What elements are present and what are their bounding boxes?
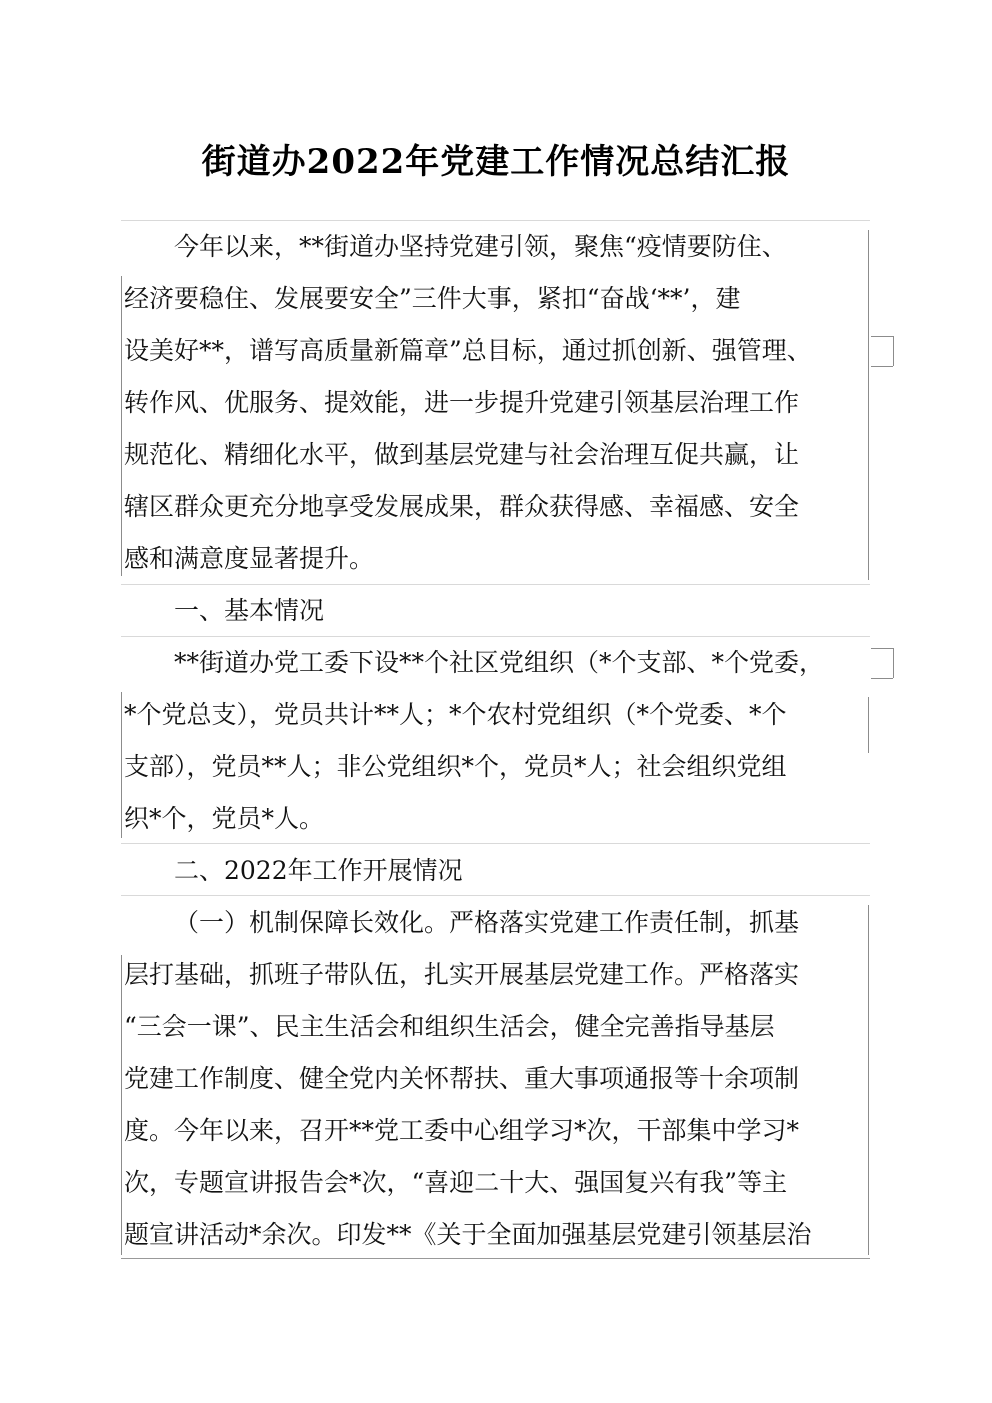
body-text-line: （一）机制保障长效化。严格落实党建工作责任制，抓基 [174,908,800,937]
body-text-line: 层打基础，抓班子带队伍，扎实开展基层党建工作。严格落实 [124,960,800,989]
body-text-line: 党建工作制度、健全党内关怀帮扶、重大事项通报等十余项制 [124,1064,800,1093]
body-text-line: 次，专题宣讲报告会*次，“喜迎二十大、强国复兴有我”等主 [124,1168,788,1197]
divider [121,843,870,844]
body-text-line: 经济要稳住、发展要安全”三件大事，紧扣“奋战‘**’，建 [124,284,741,313]
body-text-line: 辖区群众更充分地享受发展成果，群众获得感、幸福感、安全 [124,492,800,521]
margin-mark [121,955,122,1255]
body-text-line: 设美好**，谱写高质量新篇章”总目标，通过抓创新、强管理、 [124,336,812,365]
body-text-line: 感和满意度显著提升。 [124,544,375,573]
section-heading: 二、2022年工作开展情况 [174,856,463,885]
body-text-line: 支部），党员**人；非公党组织*个，党员*人；社会组织党组 [124,752,787,781]
body-text-line: “三会一课”、民主生活会和组织生活会，健全完善指导基层 [124,1012,775,1041]
margin-mark [868,230,869,580]
overflow-bracket [871,678,893,679]
margin-mark [121,692,122,838]
overflow-bracket [871,336,893,337]
body-text-line: 转作风、优服务、提效能，进一步提升党建引领基层治理工作 [124,388,800,417]
divider [121,895,870,896]
margin-mark [868,697,869,753]
document-title: 街道办2022年党建工作情况总结汇报 [201,142,791,182]
divider [121,1258,870,1259]
body-text-line: 规范化、精细化水平，做到基层党建与社会治理互促共赢，让 [124,440,800,469]
divider [121,220,870,221]
body-text-line: 今年以来，**街道办坚持党建引领，聚焦“疫情要防住、 [174,232,787,261]
body-text-line: 织*个，党员*人。 [124,804,325,833]
body-text-line: *个党总支），党员共计**人；*个农村党组织（*个党委、*个 [124,700,787,729]
body-text-line: **街道办党工委下设**个社区党组织（*个支部、*个党委， [174,648,825,677]
overflow-bracket [871,366,893,367]
body-text-line: 题宣讲活动*余次。印发**《关于全面加强基层党建引领基层治 [124,1220,812,1249]
section-heading: 一、基本情况 [174,596,325,625]
overflow-bracket [893,648,894,678]
divider [121,584,870,585]
overflow-bracket [871,648,893,649]
margin-mark [868,905,869,1255]
overflow-bracket [893,336,894,366]
body-text-line: 度。今年以来，召开**党工委中心组学习*次，干部集中学习* [124,1116,800,1145]
divider [121,636,870,637]
margin-mark [121,276,122,576]
